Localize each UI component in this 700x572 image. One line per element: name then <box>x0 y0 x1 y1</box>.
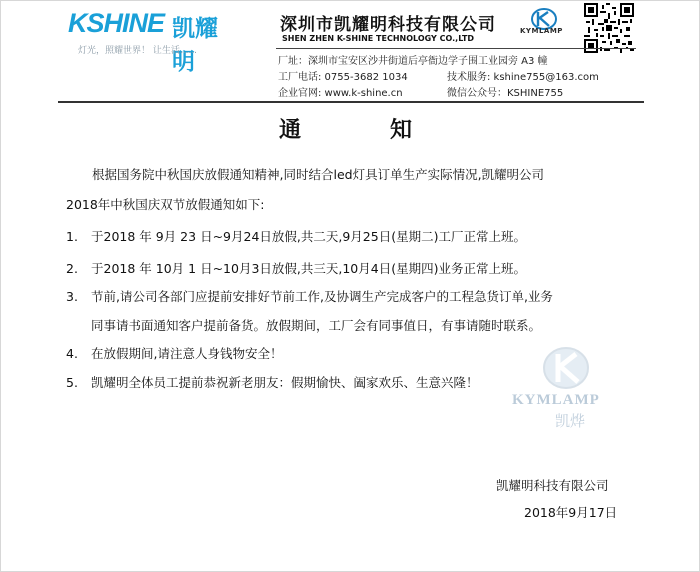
item-5-text: 凯耀明全体员工提前恭祝新老朋友：假期愉快、阖家欢乐、生意兴隆！ <box>91 375 479 390</box>
item-1-text: 于2018 年 9月 23 日~9月24日放假,共二天,9月25日(星期二)工厂正常上班。 <box>91 229 526 244</box>
signature-date: 2018年9月17日 <box>524 505 618 520</box>
logo-wordmark: KSHINE <box>68 8 165 38</box>
qr-code-icon <box>584 3 634 53</box>
notice-title-char-1: 通 <box>279 118 302 143</box>
header-divider <box>276 48 636 49</box>
logo-chinese-name: 凯耀明 <box>172 16 218 75</box>
item-2-text: 于2018 年 10月 1 日~10月3日放假,共三天,10月4日(星期四)业务正常上班。 <box>91 261 526 276</box>
item-4-text: 在放假期间,请注意人身钱物安全！ <box>91 346 283 361</box>
tech-service-email: 技术服务: kshine755@163.com <box>447 72 599 83</box>
item-number: 3. <box>66 289 78 304</box>
kshine-logo <box>68 8 238 75</box>
wechat-account: 微信公众号：KSHINE755 <box>447 88 564 99</box>
factory-address: 厂址：深圳市宝安区沙井街道后亭衙边学子围工业园旁 A3 幢 <box>278 56 548 67</box>
item-number: 4. <box>66 346 78 361</box>
item-number: 2. <box>66 261 78 276</box>
kymlamp-logo-text: KYMLAMP <box>520 27 563 35</box>
watermark-text-en: KYMLAMP <box>512 392 600 408</box>
header-bottom-rule <box>58 101 644 103</box>
notice-title-char-2: 知 <box>390 118 413 143</box>
intro-line-2: 2018年中秋国庆双节放假通知如下: <box>66 197 265 212</box>
company-name-cn: 深圳市凯耀明科技有限公司 <box>280 15 496 35</box>
watermark-text-cn: 凯烨 <box>555 412 586 430</box>
factory-phone: 工厂电话: 0755-3682 1034 <box>278 72 408 83</box>
item-3-text-line-2: 同事请书面通知客户提前备货。放假期间，工厂会有同事值日，有事请随时联系。 <box>91 318 542 333</box>
item-number: 5. <box>66 375 78 390</box>
company-name-en: SHEN ZHEN K-SHINE TECHNOLOGY CO.,LTD <box>282 34 475 43</box>
logo-tagline: 灯光，照耀世界！ 让生活...... <box>78 46 198 56</box>
signature-company: 凯耀明科技有限公司 <box>496 478 609 493</box>
item-number: 1. <box>66 229 78 244</box>
intro-line-1: 根据国务院中秋国庆放假通知精神,同时结合led灯具订单生产实际情况,凯耀明公司 <box>92 167 545 182</box>
company-website: 企业官网: www.k-shine.cn <box>278 88 403 99</box>
item-3-text-line-1: 节前,请公司各部门应提前安排好节前工作,及协调生产完成客户的工程急货订单,业务 <box>91 289 553 304</box>
